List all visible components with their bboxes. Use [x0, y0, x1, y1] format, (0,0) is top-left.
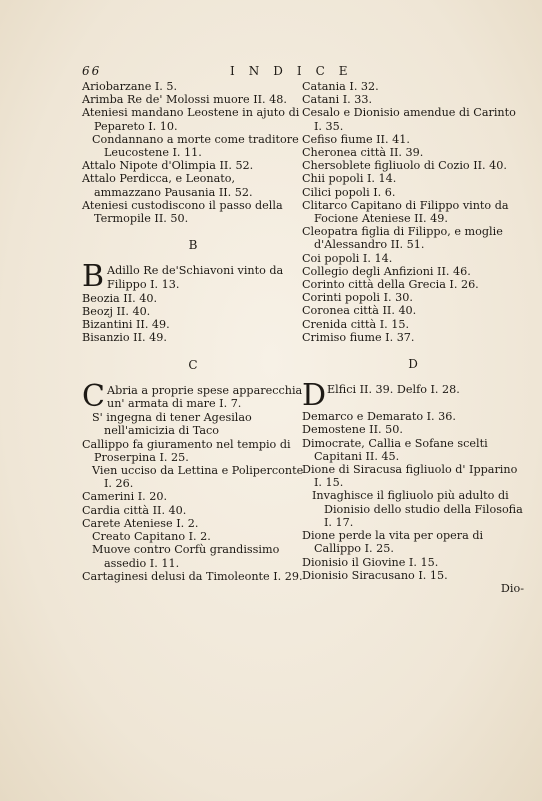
index-entry-text: Elfici II. 39. Delfo I. 28.	[327, 383, 460, 397]
index-entry: Demarco e Demarato I. 36.	[302, 410, 456, 424]
index-subentry: Creato Capitano I. 2.	[92, 530, 211, 544]
index-entry: Carete Ateniese I. 2.	[82, 516, 199, 530]
index-entry: Chersoblete figliuolo di Cozio II. 40.	[302, 159, 507, 173]
index-entry: Dione perde la vita per opera di Callippo I. 25.	[302, 529, 484, 556]
index-entry: Bizantini II. 49.	[82, 318, 170, 332]
index-entry: Crimiso fiume I. 37.	[302, 330, 415, 344]
index-entry-text: Abria a proprie spese apparecchia un' armata di mare I. 7.	[107, 383, 303, 411]
index-entry: Camerini I. 20.	[82, 490, 168, 504]
index-entry: Attalo Perdicca, e Leonato, ammazzano Pausania II. 52.	[82, 172, 253, 199]
index-entry: Ateniesi mandano Leostene in ajuto di Pepareto I. 10.	[82, 106, 300, 133]
drop-cap: B	[82, 259, 105, 295]
index-entry: Callippo fa giuramento nel tempio di Proserpina I. 25.	[82, 437, 291, 464]
drop-cap-entry	[82, 378, 304, 414]
index-entry: Corinti popoli I. 30.	[302, 291, 413, 305]
index-subentry: Vien ucciso da Lettina e Poliperconte I. 26.	[92, 464, 304, 491]
index-entry: Catani I. 33.	[302, 93, 373, 107]
index-entry: Cilici popoli I. 6.	[302, 185, 396, 199]
index-subentry: Invaghisce il figliuolo più adulto di Dionisio dello studio della Filosofia I. 17.	[312, 489, 523, 529]
index-entry: Cleopatra figlia di Filippo, e moglie d'Alessandro II. 51.	[302, 225, 503, 252]
index-entry: Collegio degli Anfizioni II. 46.	[302, 264, 471, 278]
index-entry: Attalo Nipote d'Olimpia II. 52.	[82, 159, 254, 173]
index-entry: Ariobarzane I. 5.	[82, 80, 178, 93]
index-entry: Beozj II. 40.	[82, 305, 151, 319]
index-entry-text: Adillo Re de'Schiavoni vinto da Filippo I. 13.	[107, 264, 284, 291]
section-letter: C	[188, 357, 198, 372]
drop-cap-entry	[82, 259, 304, 295]
index-entry: Dionisio Siracusano I. 15.	[302, 568, 448, 582]
index-entry: Corinto città della Grecia I. 26.	[302, 278, 479, 292]
index-entry: Clitarco Capitano di Filippo vinto da Focione Ateniese II. 49.	[302, 198, 509, 226]
index-entry: Cardia città II. 40.	[82, 503, 187, 517]
index-entry: Coi popoli I. 14.	[302, 251, 393, 265]
section-letter: D	[408, 357, 418, 372]
index-subentry: Condannano a morte come traditore Leucostene I. 11.	[92, 132, 299, 160]
index-entry: Dione di Siracusa figliuolo d' Ipparino I. 15.	[302, 463, 518, 490]
drop-cap-entry	[302, 378, 524, 414]
drop-cap: C	[82, 378, 105, 414]
right-column	[302, 80, 524, 595]
index-entry: Dimocrate, Callia e Sofane scelti Capitani II. 45.	[302, 436, 488, 463]
index-entry: Coronea città II. 40.	[302, 304, 417, 318]
page-title: INDICE	[230, 64, 362, 78]
catchword: Dio-	[500, 581, 524, 595]
index-subentry: Muove contro Corfù grandissimo assedio I. 11.	[92, 543, 280, 570]
index-entry: Beozia II. 40.	[82, 291, 158, 305]
left-column	[82, 80, 304, 583]
index-entry: Bisanzio II. 49.	[82, 331, 167, 345]
index-entry: Ateniesi custodiscono il passo della Termopile II. 50.	[82, 198, 283, 226]
index-entry: Crenida città I. 15.	[302, 317, 410, 331]
index-entry: Arimba Re de' Molossi muore II. 48.	[82, 93, 287, 107]
index-entry: Cartaginesi delusi da Timoleonte I. 29.	[82, 569, 303, 583]
index-entry: Cefiso fiume II. 41.	[302, 132, 410, 146]
index-entry: Cesalo e Dionisio amendue di Carinto I. 35.	[302, 106, 516, 133]
index-entry: Dionisio il Giovine I. 15.	[302, 555, 439, 569]
page-number: 66	[82, 64, 102, 78]
section-letter: B	[188, 238, 198, 253]
index-entry: Demostene II. 50.	[302, 423, 403, 437]
index-entry: Cheronea città II. 39.	[302, 146, 424, 160]
drop-cap: D	[302, 378, 327, 414]
index-entry: Chii popoli I. 14.	[302, 172, 397, 186]
index-subentry: S' ingegna di tener Agesilao nell'amicizia di Taco	[92, 411, 252, 438]
index-entry: Catania I. 32.	[302, 80, 379, 93]
